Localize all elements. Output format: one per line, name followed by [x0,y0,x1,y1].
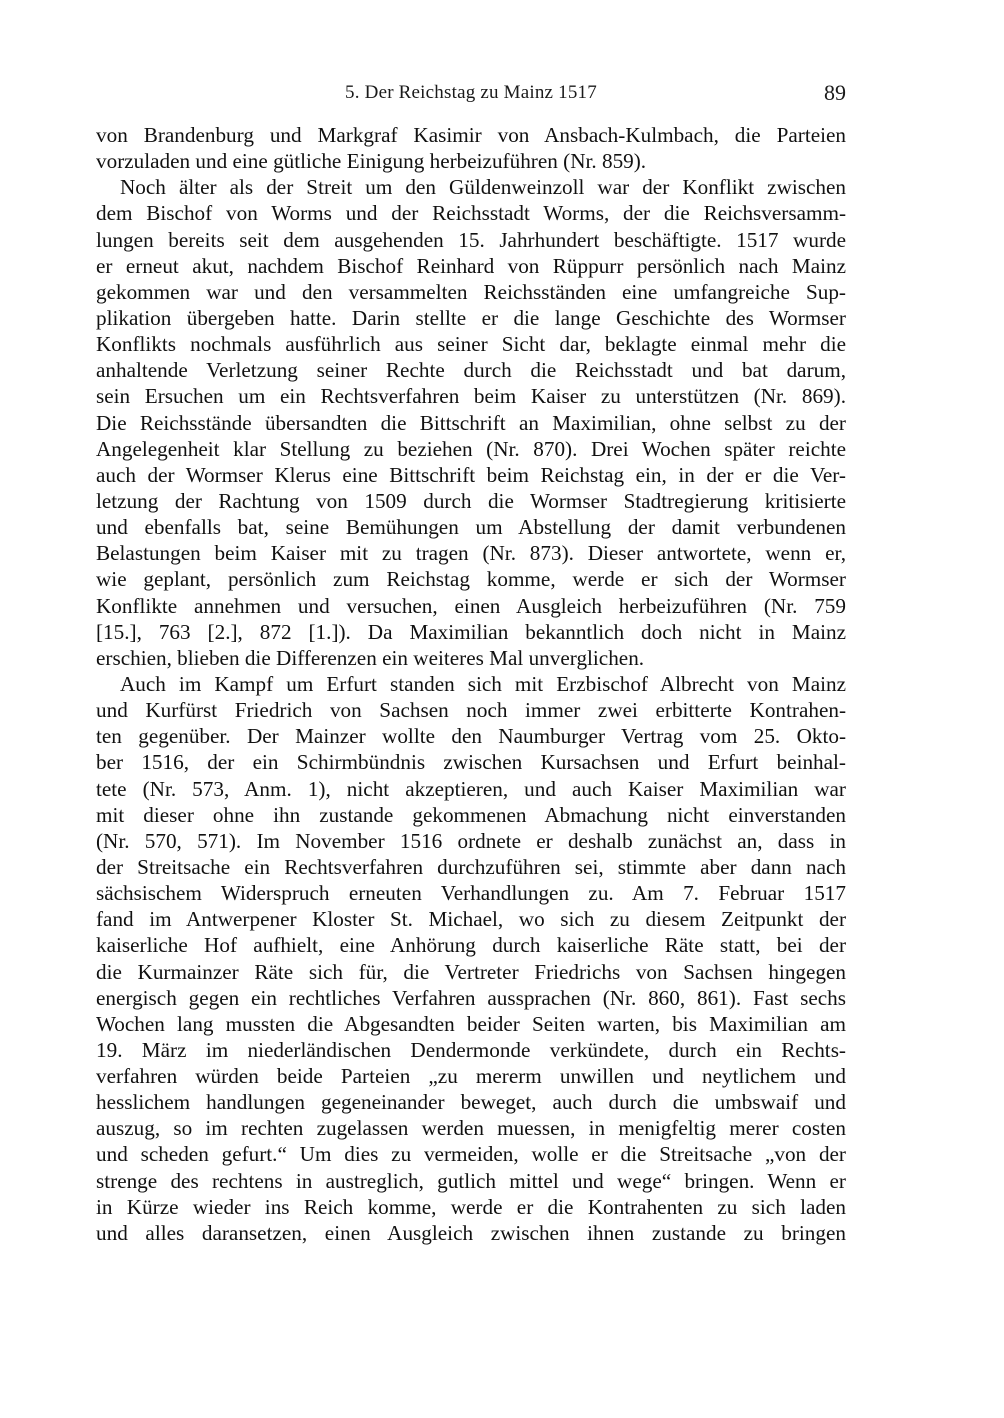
text-line: 19. März im niederländischen Dendermonde verkündete, durch ein Rechts- [96,1037,846,1062]
text-line: von Brandenburg und Markgraf Kasimir von Ansbach-Kulmbach, die Parteien [96,123,846,147]
text-line: hesslichem handlungen gegeneinander beweget, auch durch die umbswaif und [96,1090,846,1115]
text-line: Konflikte annehmen und versuchen, einen Ausgleich herbeizuführen (Nr. 759 [96,593,846,618]
text-line: Wochen lang mussten die Abgesandten beider Seiten warten, bis Maximilian am [96,1011,846,1036]
text-line: Auch im Kampf um Erfurt standen sich mit Erzbischof Albrecht von Mainz [120,671,846,696]
text-line: Noch älter als der Streit um den Güldenweinzoll war der Konflikt zwischen [120,175,846,200]
text-line: Die Reichsstände übersandten die Bittschrift an Maximilian, ohne selbst zu der [96,410,846,435]
text-line: wie geplant, persönlich zum Reichstag komme, werde er sich der Wormser [96,567,846,592]
body-text [96,122,846,1246]
text-line: Belastungen beim Kaiser mit zu tragen (Nr. 873). Dieser antwortete, wenn er, [96,541,846,566]
text-line: strenge des rechtens in austreglich, gutlich mittel und wege“ bringen. Wenn er [96,1168,846,1193]
text-line: sächsischem Widerspruch erneuten Verhandlungen zu. Am 7. Februar 1517 [96,881,846,906]
text-line: gekommen war und den versammelten Reichsständen eine umfangreiche Sup- [96,279,846,304]
text-line: Angelegenheit klar Stellung zu beziehen (Nr. 870). Drei Wochen später reichte [96,436,846,461]
text-line: und alles daransetzen, einen Ausgleich zwischen ihnen zustande zu bringen [96,1220,846,1245]
text-line: plikation übergeben hatte. Darin stellte er die lange Geschichte des Wormser [96,305,846,330]
text-line: (Nr. 570, 571). Im November 1516 ordnete er deshalb zunächst an, dass in [96,828,846,853]
text-line: energisch gegen ein rechtliches Verfahren aussprachen (Nr. 860, 861). Fast sechs [96,985,846,1010]
text-line: kaiserliche Hof aufhielt, eine Anhörung durch kaiserliche Räte statt, bei der [96,933,846,958]
text-line: und Kurfürst Friedrich von Sachsen noch immer zwei erbitterte Kontrahen- [96,698,846,723]
text-line: ber 1516, der ein Schirmbündnis zwischen Kursachsen und Erfurt beinhal- [96,750,846,775]
text-line: auszug, so im rechten zugelassen werden muessen, in menigfeltig merer costen [96,1116,846,1141]
text-line: dem Bischof von Worms und der Reichsstadt Worms, der die Reichsversamm- [96,201,846,226]
text-line: anhaltende Verletzung seiner Rechte durch die Reichsstadt und bat darum, [96,358,846,383]
text-line: erschien, blieben die Differenzen ein weiteres Mal unverglichen. [96,645,645,670]
text-line: verfahren würden beide Parteien „zu mererm unwillen und neytlichem und [96,1064,846,1089]
text-line: fand im Antwerpener Kloster St. Michael, wo sich zu diesem Zeitpunkt der [96,907,846,932]
text-line: er erneut akut, nachdem Bischof Reinhard von Rüppurr persönlich nach Mainz [96,253,846,278]
text-line: sein Ersuchen um ein Rechtsverfahren beim Kaiser zu unterstützen (Nr. 869). [96,384,846,409]
text-line: und ebenfalls bat, seine Bemühungen um Abstellung der damit verbundenen [96,515,846,540]
text-line: lungen bereits seit dem ausgehenden 15. Jahrhundert beschäftigte. 1517 wurde [96,227,846,252]
running-head [96,80,846,110]
running-title: 5. Der Reichstag zu Mainz 1517 [345,82,597,103]
text-line: letzung der Rachtung von 1509 durch die Wormser Stadtregierung kritisierte [96,488,846,513]
text-line: vorzuladen und eine gütliche Einigung herbeizuführen (Nr. 859). [96,149,647,174]
text-line: der Streitsache ein Rechtsverfahren durchzuführen sei, stimmte aber dann nach [96,854,846,879]
text-line: und scheden gefurt.“ Um dies zu vermeiden, wolle er die Streitsache „von der [96,1142,846,1167]
text-line: Konflikts nochmals ausführlich aus seiner Sicht dar, beklagte einmal mehr die [96,332,846,357]
text-line: [15.], 763 [2.], 872 [1.]). Da Maximilian bekanntlich doch nicht in Mainz [96,619,846,644]
text-line: mit dieser ohne ihn zustande gekommenen Abmachung nicht einverstanden [96,802,846,827]
page-number: 89 [824,80,846,105]
text-line: die Kurmainzer Räte sich für, die Vertreter Friedrichs von Sachsen hingegen [96,959,846,984]
text-line: in Kürze wieder ins Reich komme, werde er die Kontrahenten zu sich laden [96,1194,846,1219]
text-line: tete (Nr. 573, Anm. 1), nicht akzeptieren, und auch Kaiser Maximilian war [96,776,846,801]
text-line: ten gegenüber. Der Mainzer wollte den Naumburger Vertrag vom 25. Okto- [96,724,846,749]
text-line: auch der Wormser Klerus eine Bittschrift beim Reichstag ein, in der er die Ver- [96,462,846,487]
